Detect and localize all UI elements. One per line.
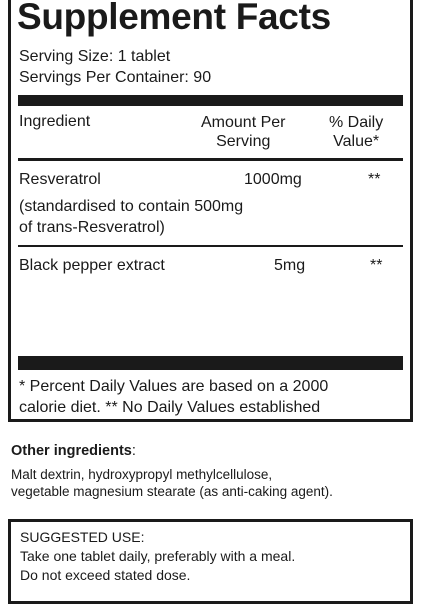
ingredient-amount: 1000mg xyxy=(244,171,302,188)
other-ingredients-heading-text: Other ingredients xyxy=(11,443,132,459)
ingredient-name: Black pepper extract xyxy=(19,257,165,274)
other-ingredients-heading xyxy=(11,443,136,459)
other-ingredients-colon: : xyxy=(131,443,136,459)
header-daily-value xyxy=(329,113,383,151)
suggested-use-line1: Take one tablet daily, preferably with a meal. xyxy=(20,548,296,564)
ingredient-note-line2: of trans-Resveratrol) xyxy=(19,219,165,236)
suggested-use-heading: SUGGESTED USE: xyxy=(20,529,145,545)
other-ingredients-line1: Malt dextrin, hydroxypropyl methylcellulose, xyxy=(11,467,273,482)
ingredient-note xyxy=(19,196,243,238)
serving-size: Serving Size: 1 tablet xyxy=(19,48,171,65)
header-amount-line1: Amount Per xyxy=(201,114,286,131)
other-ingredients-text xyxy=(11,466,333,500)
header-amount-per-serving xyxy=(201,113,285,151)
header-ingredient: Ingredient xyxy=(19,113,91,130)
ingredient-daily-value: ** xyxy=(370,257,383,274)
thick-divider-top xyxy=(18,95,403,106)
suggested-use-text xyxy=(20,547,295,585)
panel-title: Supplement Facts xyxy=(17,0,331,37)
footnote-line1: * Percent Daily Values are based on a 2000 xyxy=(19,378,329,395)
header-divider xyxy=(18,158,403,161)
ingredient-daily-value: ** xyxy=(368,171,381,188)
thick-divider-bottom xyxy=(18,356,403,370)
header-dv-line2: Value* xyxy=(333,133,380,150)
supplement-facts-panel xyxy=(8,0,413,422)
suggested-use-line2: Do not exceed stated dose. xyxy=(20,567,191,583)
other-ingredients-line2: vegetable magnesium stearate (as anti-caking agent). xyxy=(11,484,333,499)
ingredient-name: Resveratrol xyxy=(19,171,101,188)
footnote-line2: calorie diet. ** No Daily Values established xyxy=(19,399,321,416)
ingredient-amount: 5mg xyxy=(274,257,306,274)
row-divider xyxy=(18,245,403,247)
header-dv-line1: % Daily xyxy=(329,114,384,131)
header-amount-line2: Serving xyxy=(216,133,271,150)
ingredient-note-line1: (standardised to contain 500mg xyxy=(19,198,244,215)
daily-value-footnote xyxy=(19,376,328,418)
servings-per-container: Servings Per Container: 90 xyxy=(19,69,212,86)
